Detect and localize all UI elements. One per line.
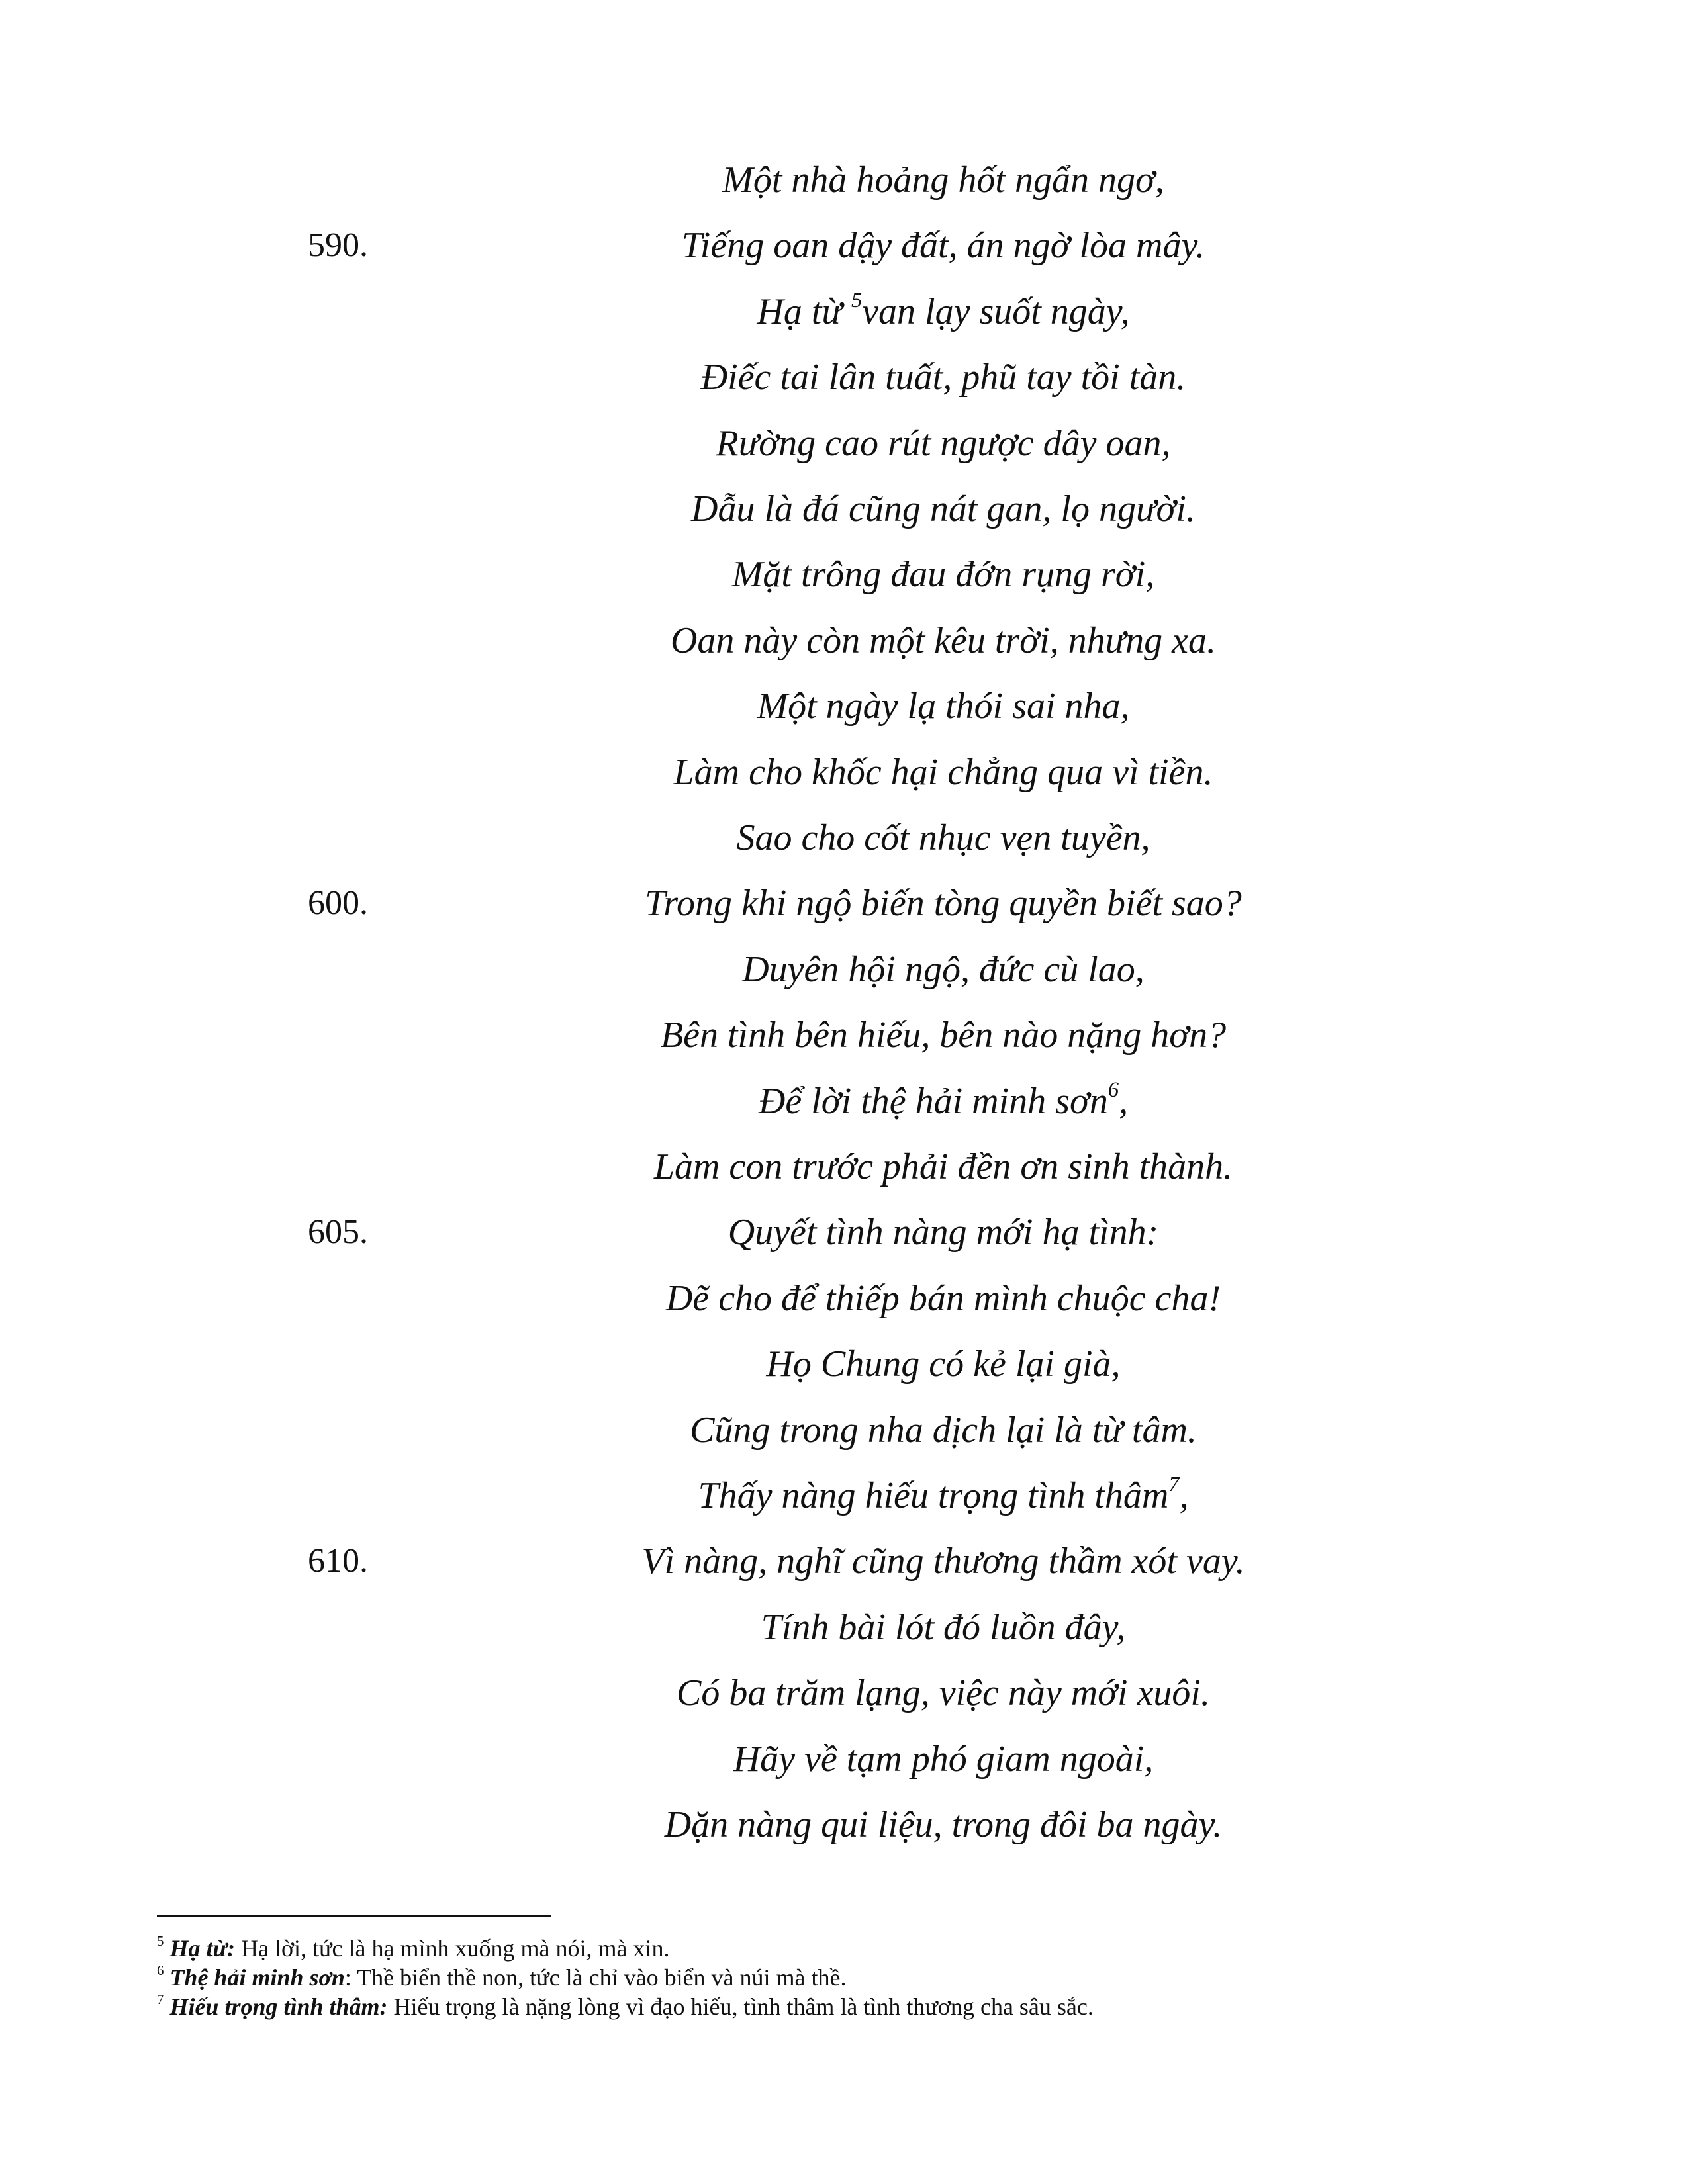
footnote-text: Hiếu trọng là nặng lòng vì đạo hiếu, tình thâm là tình thương cha sâu sắc.: [387, 1993, 1094, 2020]
verse-text: [546, 541, 1340, 608]
verse-line: [0, 1002, 1688, 1068]
footnote-mark: 6: [157, 1962, 164, 1978]
verse-line: [0, 1199, 1688, 1265]
verse-text-main: Để lời thệ hải minh sơn: [758, 1080, 1108, 1122]
verse-text: [546, 344, 1340, 410]
verse-text: [546, 476, 1340, 542]
verse-text-main: Có ba trăm lạng, việc này mới xuôi.: [677, 1672, 1210, 1714]
verse-line: [0, 1594, 1688, 1661]
footnote-separator: [157, 1915, 551, 1917]
footnote-text: Hạ lời, tức là hạ mình xuống mà nói, mà xin.: [235, 1935, 670, 1962]
verse-text: [546, 410, 1340, 477]
verse-text: [546, 1134, 1340, 1200]
verse-text: [546, 1463, 1340, 1529]
verse-text-main: Hạ từ: [757, 291, 851, 332]
verse-text-main: Bên tình bên hiếu, bên nào nặng hơn?: [660, 1015, 1227, 1056]
footnote-reference: 7: [1168, 1473, 1180, 1497]
verse-text-main: Hãy về tạm phó giam ngoài,: [733, 1738, 1154, 1780]
footnote-term: Hạ từ:: [169, 1935, 235, 1962]
verse-number: 605.: [308, 1213, 368, 1251]
footnote: [157, 1992, 1534, 2021]
verse-line: [0, 1331, 1688, 1397]
verse-line: [0, 1660, 1688, 1726]
verse-text: [546, 1660, 1340, 1726]
verse-text-main: Dẫu là đá cũng nát gan, lọ người.: [691, 488, 1196, 529]
verse-text-main: Oan này còn một kêu trời, nhưng xa.: [670, 619, 1217, 661]
verse-line: [0, 279, 1688, 345]
verse-text-main: Cũng trong nha dịch lại là từ tâm.: [690, 1409, 1197, 1451]
verse-text-main: Duyên hội ngộ, đức cù lao,: [742, 948, 1145, 990]
verse-line: [0, 1792, 1688, 1858]
verse-text: [546, 1002, 1340, 1068]
verse-number: 610.: [308, 1542, 368, 1580]
verse-text-main: Một ngày lạ thói sai nha,: [757, 686, 1130, 727]
footnote: [157, 1963, 1534, 1992]
verse-text-main: Vì nàng, nghĩ cũng thương thầm xót vay.: [641, 1541, 1245, 1582]
verse-text-main: Làm cho khốc hại chẳng qua vì tiền.: [673, 751, 1213, 793]
footnotes: [157, 1934, 1534, 2021]
footnote-term: Hiếu trọng tình thâm:: [169, 1993, 388, 2020]
verse-line: [0, 936, 1688, 1003]
verse-text: [546, 1331, 1340, 1397]
verse-line: [0, 476, 1688, 542]
verse-text-after: van lạy suốt ngày,: [862, 291, 1130, 332]
verse-text: [546, 279, 1340, 345]
verse-line: [0, 1265, 1688, 1332]
verse-line: [0, 541, 1688, 608]
verse-number: 590.: [308, 226, 368, 265]
verse-line: [0, 673, 1688, 739]
verse-text: [546, 1068, 1340, 1134]
footnote-mark: 5: [157, 1933, 164, 1949]
verse-text: [546, 1792, 1340, 1858]
verse-text-main: Làm con trước phải đền ơn sinh thành.: [653, 1146, 1233, 1187]
verse-line: [0, 608, 1688, 674]
verse-text-main: Sao cho cốt nhục vẹn tuyền,: [736, 817, 1150, 858]
verse-text-main: Quyết tình nàng mới hạ tình:: [727, 1212, 1159, 1253]
footnote-term: Thệ hải minh sơn: [169, 1964, 345, 1991]
footnote-reference: 6: [1107, 1078, 1119, 1103]
verse-text-main: Tiếng oan dậy đất, án ngờ lòa mây.: [681, 225, 1205, 267]
footnote-reference: 5: [851, 289, 863, 313]
verse-text: [546, 936, 1340, 1003]
verse-text-main: Một nhà hoảng hốt ngẩn ngơ,: [722, 159, 1164, 201]
verse-text: [546, 147, 1340, 213]
verse-text-main: Họ Chung có kẻ lại già,: [766, 1343, 1121, 1385]
verse-text: [546, 212, 1340, 279]
verse-number: 600.: [308, 884, 368, 923]
verse-text: [546, 1397, 1340, 1463]
verse-text-after: ,: [1119, 1080, 1129, 1122]
verse-text: [546, 608, 1340, 674]
verse-text: [546, 805, 1340, 871]
verse-text: [546, 1528, 1340, 1594]
verse-line: [0, 739, 1688, 805]
verse-text: [546, 1199, 1340, 1265]
footnote-mark: 7: [157, 1991, 164, 2007]
verse-text: [546, 870, 1340, 936]
verse-line: [0, 1134, 1688, 1200]
verse-line: [0, 1397, 1688, 1463]
verse-line: [0, 805, 1688, 871]
verse-text-main: Mặt trông đau đớn rụng rời,: [731, 554, 1155, 596]
verse-line: [0, 1726, 1688, 1792]
footnote-text: : Thề biển thề non, tức là chỉ vào biển và núi mà thề.: [344, 1964, 847, 1991]
verse-line: [0, 344, 1688, 410]
verse-text: [546, 1726, 1340, 1792]
verse-line: [0, 212, 1688, 279]
verse-line: [0, 410, 1688, 477]
verse-text: [546, 739, 1340, 805]
verse-line: [0, 1528, 1688, 1594]
verse-text-main: Trong khi ngộ biến tòng quyền biết sao?: [645, 883, 1242, 925]
verse-text-main: Rường cao rút ngược dây oan,: [716, 422, 1171, 464]
verse-text-main: Dẽ cho để thiếp bán mình chuộc cha!: [665, 1277, 1221, 1319]
verse-text-main: Dặn nàng qui liệu, trong đôi ba ngày.: [664, 1804, 1223, 1845]
verse-line: [0, 870, 1688, 936]
verse-text-after: ,: [1179, 1475, 1189, 1516]
verse-line: [0, 1463, 1688, 1529]
verse-text-main: Thấy nàng hiếu trọng tình thâm: [698, 1475, 1169, 1516]
verse-text: [546, 1594, 1340, 1661]
verse-text-main: Tính bài lót đó luồn đây,: [761, 1606, 1126, 1648]
verse-line: [0, 1068, 1688, 1134]
verse-text: [546, 673, 1340, 739]
verse-text-main: Điếc tai lân tuất, phũ tay tồi tàn.: [700, 357, 1186, 398]
verse-line: [0, 147, 1688, 213]
footnote: [157, 1934, 1534, 1963]
verse-text: [546, 1265, 1340, 1332]
